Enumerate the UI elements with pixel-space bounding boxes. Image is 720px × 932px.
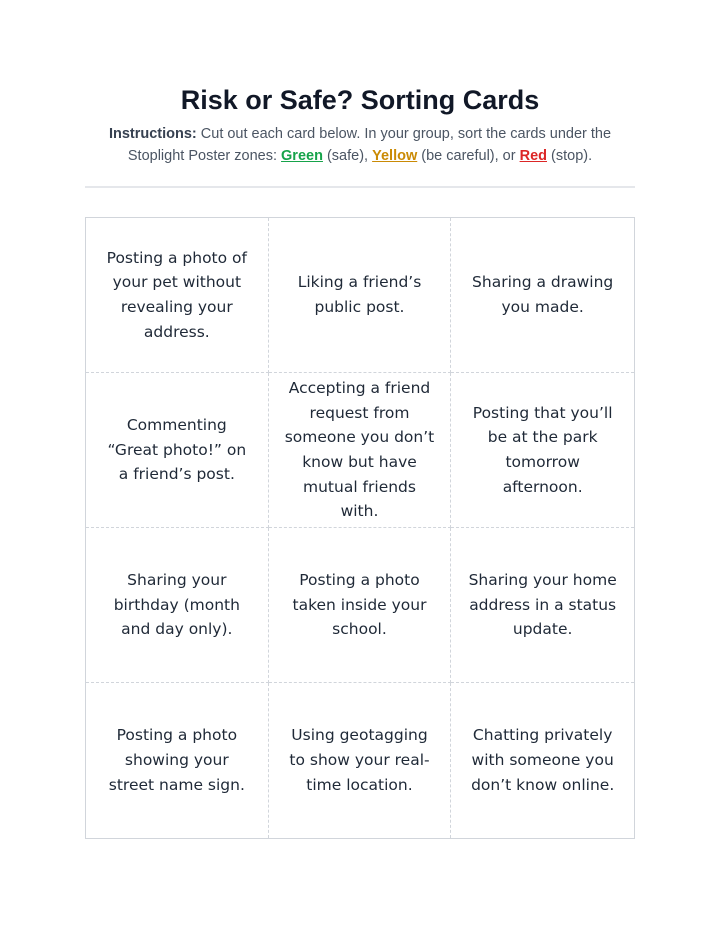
instructions-text: Cut out each card below. In your group, sort the cards under the Stoplight Poster zones: <box>127 126 612 164</box>
card <box>269 683 452 838</box>
card <box>451 683 634 838</box>
card-grid <box>85 217 635 839</box>
card <box>269 528 452 683</box>
zone-green-note: (safe), <box>322 148 373 164</box>
zone-green-label: Green <box>281 148 323 164</box>
page-title: Risk or Safe? Sorting Cards <box>180 85 540 115</box>
zone-yellow-label: Yellow <box>372 148 418 164</box>
zone-red-note: (stop). <box>547 148 593 164</box>
card-text: Chatting privately with someone you don’t know online. <box>471 726 615 794</box>
divider <box>85 186 635 188</box>
card-text: Posting that you’ll be at the park tomorrow afternoon. <box>472 403 613 496</box>
card-text: Sharing your birthday (month and day only). <box>113 570 240 639</box>
zone-red-label: Red <box>519 148 547 164</box>
card-text: Sharing your home address in a status update. <box>468 570 617 639</box>
card <box>451 218 634 373</box>
card-text: Posting a photo taken inside your school. <box>292 570 427 639</box>
card-text: Sharing a drawing you made. <box>472 273 614 316</box>
instructions-lead: Instructions: <box>108 126 197 142</box>
card-text: Accepting a friend request from someone you don’t know but have mutual friends with. <box>284 378 435 521</box>
card <box>86 683 269 838</box>
card <box>86 373 269 528</box>
card-text: Posting a photo of your pet without revealing your address. <box>106 248 247 341</box>
card-text: Using geotagging to show your real-time location. <box>289 726 430 794</box>
zone-yellow-note: (be careful), or <box>417 148 520 164</box>
card <box>451 528 634 683</box>
card-text: Commenting “Great photo!” on a friend’s post. <box>107 415 247 484</box>
card <box>86 218 269 373</box>
card <box>269 373 452 528</box>
card <box>451 373 634 528</box>
card-text: Posting a photo showing your street name sign. <box>108 726 245 794</box>
instructions <box>90 123 630 167</box>
card-text: Liking a friend’s public post. <box>297 273 422 316</box>
card <box>86 528 269 683</box>
card <box>269 218 452 373</box>
